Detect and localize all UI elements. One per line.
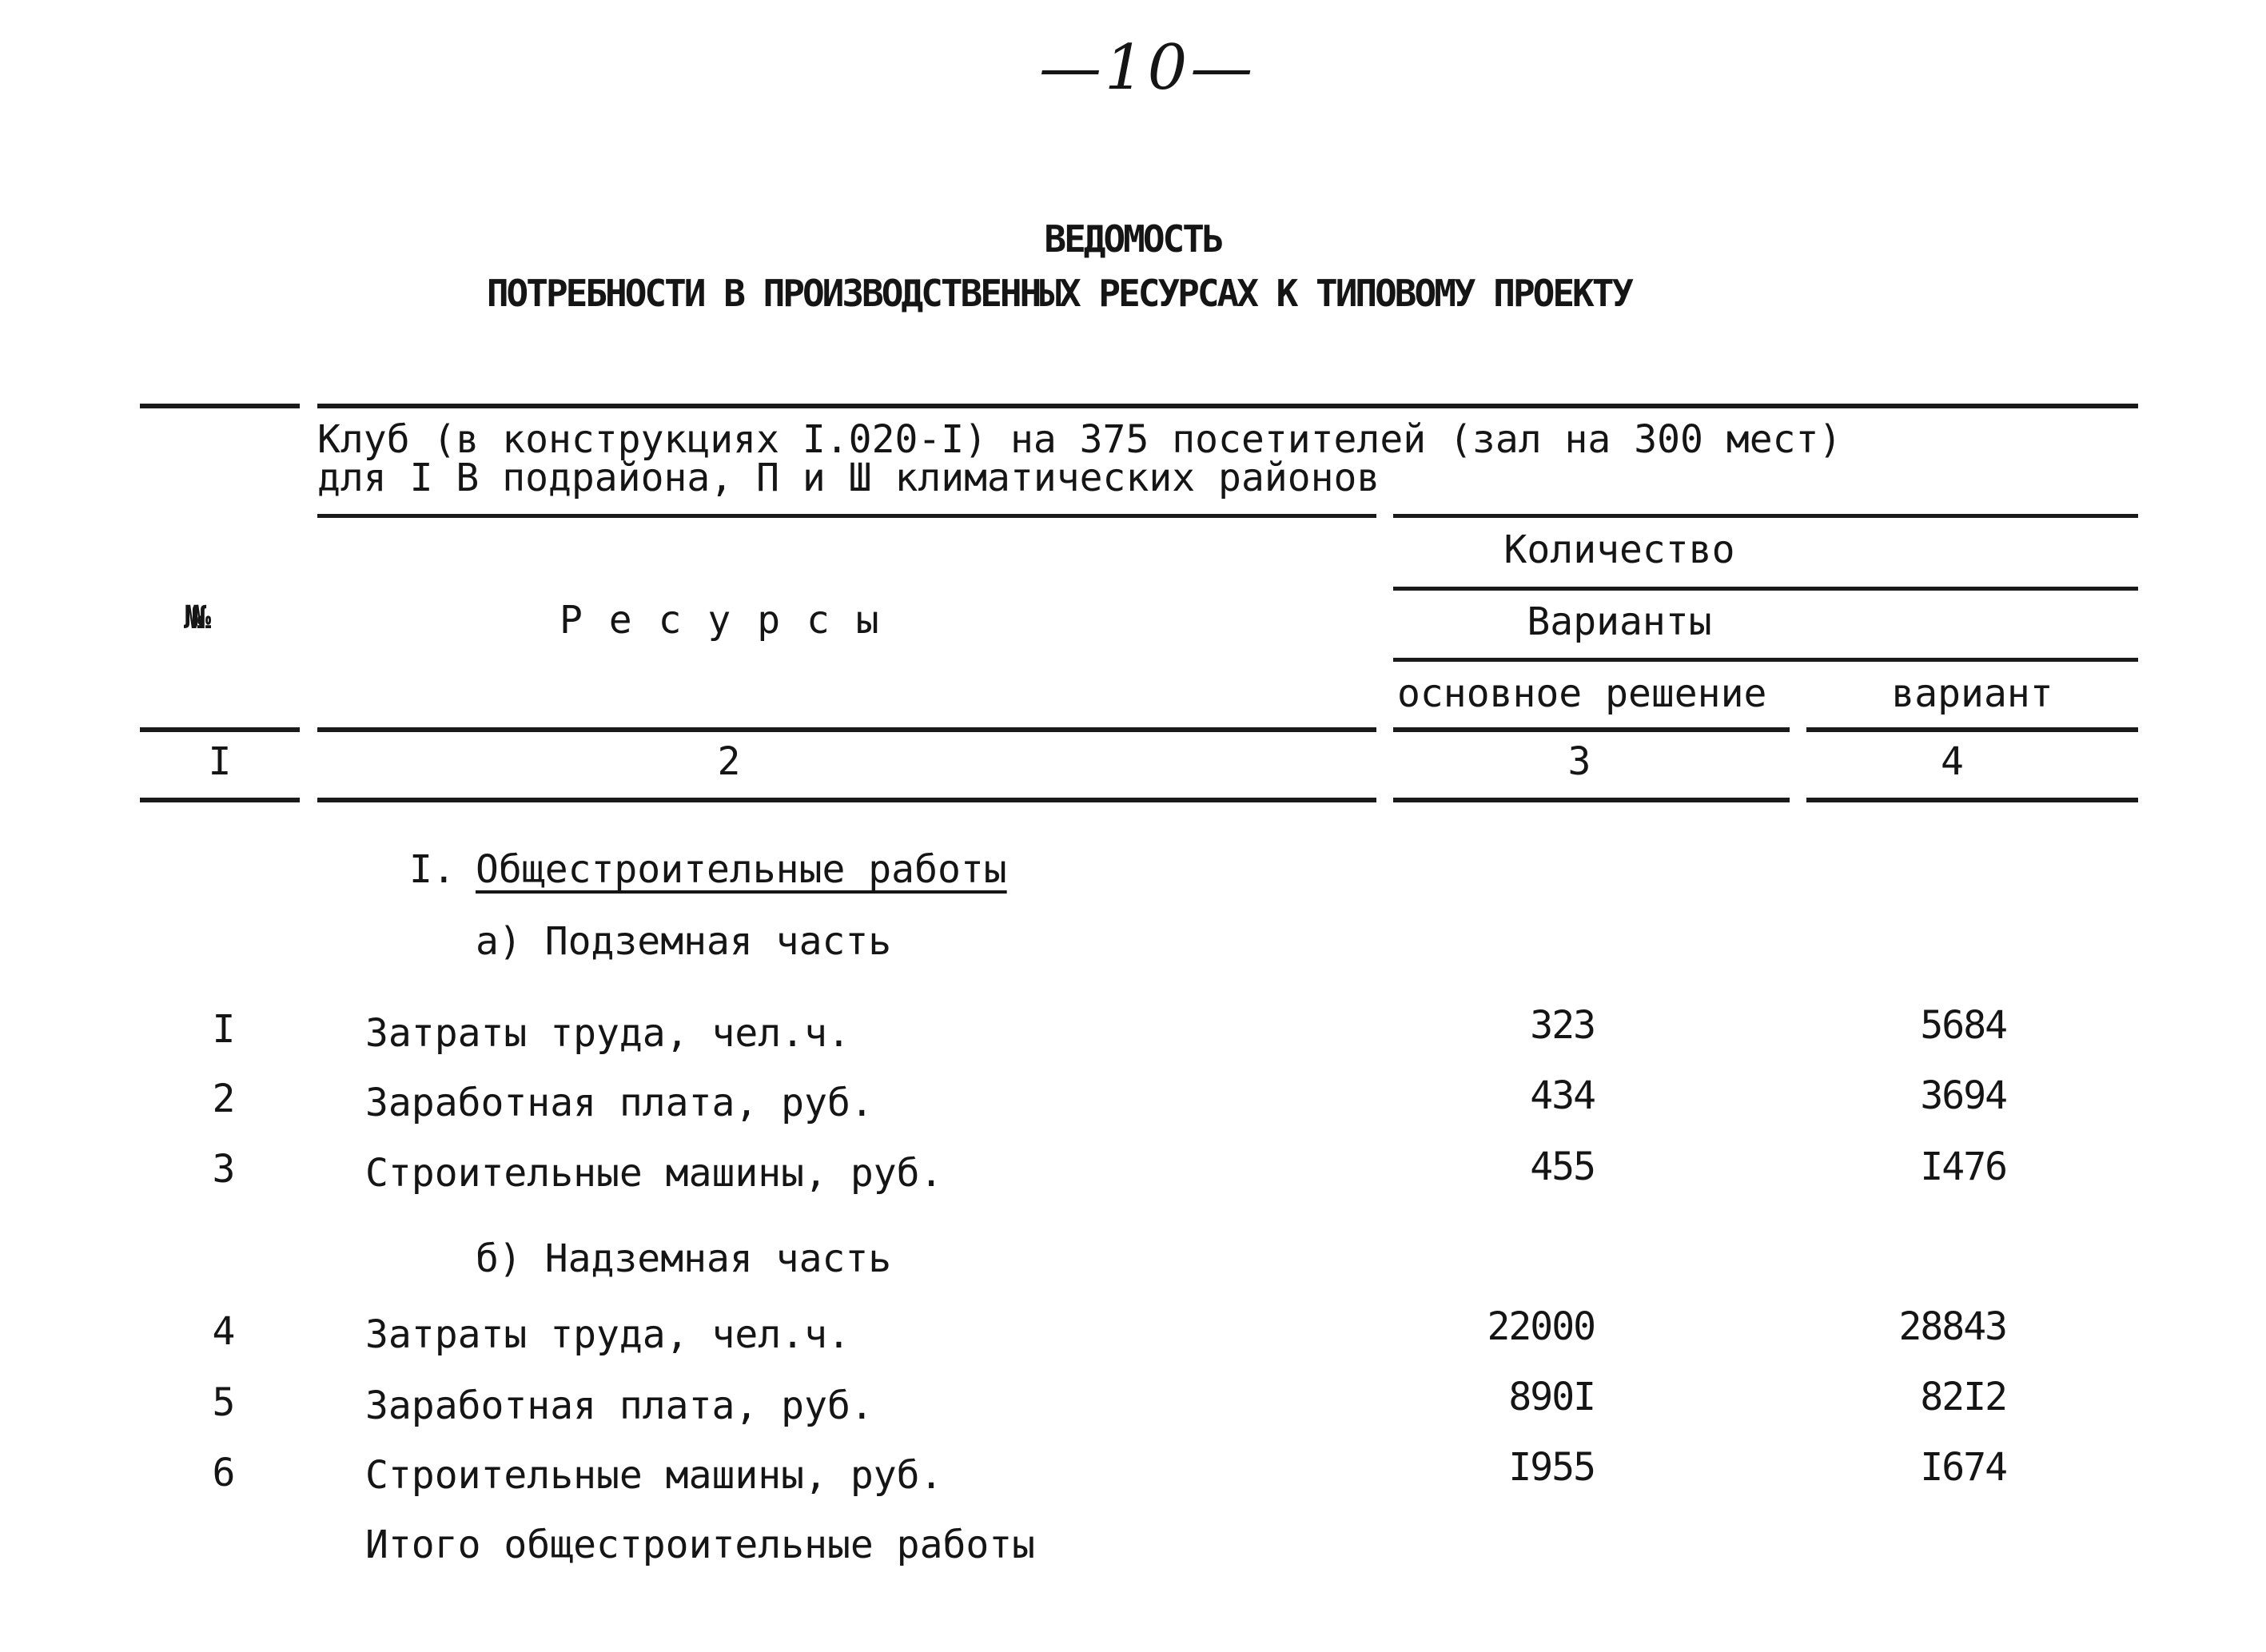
quantity-header: Количество [1503,527,1735,572]
row-num: 5 [212,1380,236,1425]
section-total-label: Итого общестроительные работы [365,1523,1036,1567]
row-variant-value: I674 [1920,1445,2006,1490]
row-resource-name: Строительные машины, руб. [365,1453,943,1498]
colnum-bottom-rule-3 [1393,798,1790,802]
row-variant-value: 28843 [1898,1304,2006,1349]
row-resource-name: Затраты труда, чел.ч. [365,1312,850,1357]
variants-header: Варианты [1527,599,1712,644]
row-resource-name: Затраты труда, чел.ч. [365,1011,850,1056]
variant-header: вариант [1891,671,2053,716]
colnum-bottom-rule-4 [1806,798,2138,802]
project-line-2: для I В подрайона, П и Ш климатических районов [317,456,1380,500]
colnum-top-rule-1 [140,727,300,732]
document-subtitle: ПОТРЕБНОСТИ В ПРОИЗВОДСТВЕННЫХ РЕСУРСАХ К ТИПОВОМУ ПРОЕКТУ [486,272,1632,315]
quantity-top-rule [1393,514,2138,518]
colnum-bottom-rule-2 [317,798,1376,802]
row-main-value: 455 [1530,1144,1595,1189]
resources-column-header: Р е с у р с ы [560,598,881,643]
row-resource-name: Заработная плата, руб. [365,1081,874,1125]
row-variant-value: 5684 [1920,1003,2006,1048]
top-rule-left [140,404,300,408]
row-num: 3 [212,1147,236,1192]
row-main-value: 22000 [1487,1304,1595,1349]
page-number: —10— [1039,32,1256,104]
project-line-1: Клуб (в конструкциях I.020-I) на 375 посетителей (зал на 300 мест) [317,417,1842,462]
row-main-value: 323 [1530,1003,1595,1048]
row-variant-value: I476 [1920,1144,2006,1189]
main-solution-header: основное решение [1397,671,1767,716]
col-number-3: 3 [1567,739,1591,784]
row-num: I [212,1007,236,1052]
row-main-value: I955 [1508,1445,1595,1490]
quantity-bottom-rule [1393,587,2138,591]
colnum-bottom-rule-1 [140,798,300,802]
colnum-top-rule-2 [317,727,1376,732]
subsection-a-title: а) Подземная часть [476,919,892,964]
row-num: 6 [212,1451,236,1495]
row-main-value: 890I [1508,1375,1595,1419]
num-column-header: №№ [184,599,201,636]
subsection-b-title: б) Надземная часть [476,1236,892,1281]
top-rule-right [317,404,2138,408]
row-main-value: 434 [1530,1073,1595,1118]
section-number: I. [409,847,456,892]
variants-bottom-rule [1393,658,2138,662]
row-variant-value: 82I2 [1920,1375,2006,1419]
row-resource-name: Строительные машины, руб. [365,1151,943,1196]
row-variant-value: 3694 [1920,1073,2006,1118]
section-title: Общестроительные работы [476,847,1007,892]
resources-header-rule [317,514,1376,518]
colnum-top-rule-3 [1393,727,1790,732]
col-number-1: I [208,739,232,784]
row-num: 2 [212,1077,236,1121]
row-num: 4 [212,1309,236,1354]
colnum-top-rule-4 [1806,727,2138,732]
document-title: ВЕДОМОСТЬ [1044,217,1222,261]
col-number-4: 4 [1941,739,1964,784]
row-resource-name: Заработная плата, руб. [365,1383,874,1428]
col-number-2: 2 [717,739,741,784]
